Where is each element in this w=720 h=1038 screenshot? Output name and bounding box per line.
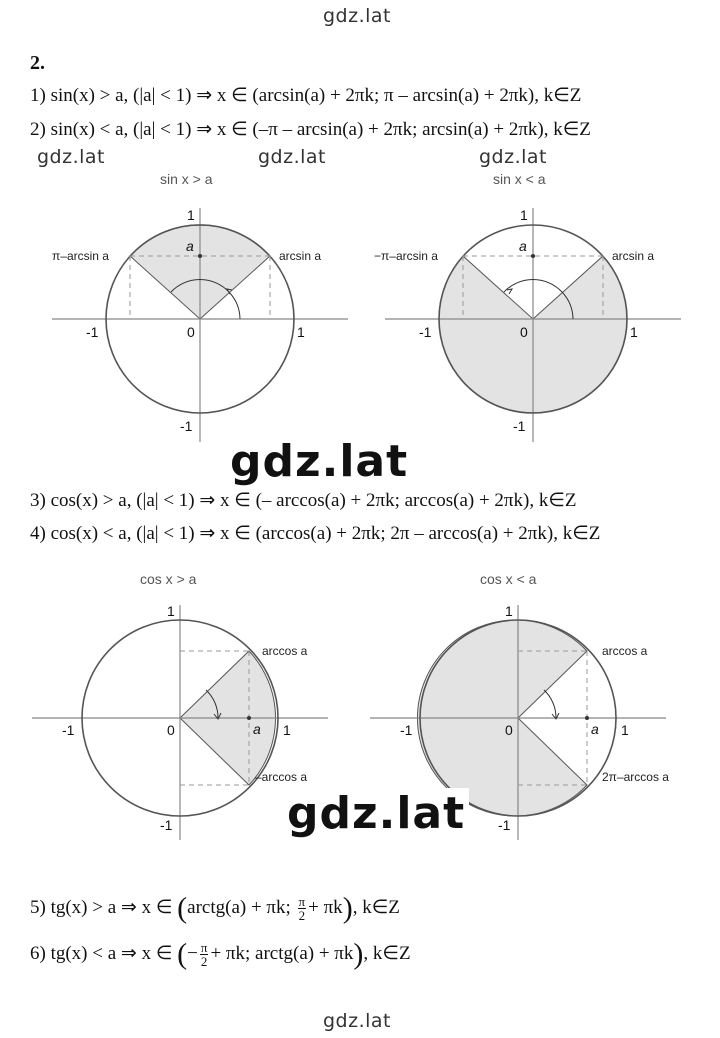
watermark-left: gdz.lat: [37, 146, 106, 168]
formula-4: 4) cos(x) < a, (|a| < 1) ⇒ x ∈ (arccos(a) + 2πk; 2π – arccos(a) + 2πk), k∈Z: [30, 523, 601, 544]
diagram-title: cos x < a: [480, 571, 537, 587]
fraction-numerator: π: [298, 894, 306, 909]
label-a: a: [253, 721, 261, 737]
formula-6-b: + πk; arctg(a) + πk: [210, 942, 354, 964]
task-number: 2.: [30, 52, 45, 74]
label-one-top: 1: [520, 207, 528, 223]
label-arcsin: arcsin a: [612, 249, 655, 263]
label-minus-one-left: -1: [400, 722, 413, 738]
label-one-right: 1: [621, 722, 629, 738]
watermark-big-1: gdz.lat: [230, 436, 409, 487]
point-a: [585, 716, 589, 720]
label-2pi-minus-arccos: 2π–arccos a: [602, 770, 669, 784]
label-arccos: arccos a: [602, 644, 648, 658]
formula-3: 3) cos(x) > a, (|a| < 1) ⇒ x ∈ (– arccos(a) + 2πk; arccos(a) + 2πk), k∈Z: [30, 490, 577, 511]
label-minus-one-left: -1: [86, 324, 99, 340]
label-zero: 0: [167, 722, 175, 738]
formula-2: 2) sin(x) < a, (|a| < 1) ⇒ x ∈ (–π – arcsin(a) + 2πk; arcsin(a) + 2πk), k∈Z: [30, 119, 591, 140]
angle-arc-inner: [229, 292, 240, 319]
label-one-right: 1: [630, 324, 638, 340]
diagram-title: sin x < a: [493, 171, 546, 187]
point-a: [247, 716, 251, 720]
label-minus-one-bottom: -1: [513, 418, 526, 434]
label-one-top: 1: [187, 207, 195, 223]
label-one-right: 1: [283, 722, 291, 738]
paren-open: (: [177, 891, 188, 925]
diagram-sin-gt: [52, 171, 348, 442]
label-arcsin: arcsin a: [279, 249, 322, 263]
label-minus-one-bottom: -1: [160, 817, 173, 833]
formula-6-start: 6) tg(x) < a ⇒ x ∈: [30, 942, 178, 964]
watermark-top: gdz.lat: [323, 5, 392, 27]
diagram-title: sin x > a: [160, 171, 213, 187]
arrow-head: [507, 289, 512, 294]
paren-close: ): [353, 937, 364, 971]
fraction-denominator: 2: [298, 908, 306, 923]
label-one-top: 1: [167, 603, 175, 619]
paren-open: (: [177, 937, 188, 971]
label-zero: 0: [505, 722, 513, 738]
label-zero: 0: [187, 324, 195, 340]
formula-5-start: 5) tg(x) > a ⇒ x ∈: [30, 896, 178, 918]
label-minus-pi-minus-arcsin: −π–arcsin a: [374, 249, 438, 263]
label-arccos: arccos a: [262, 644, 308, 658]
fraction-numerator: π: [200, 940, 208, 955]
diagram-sin-lt: [374, 171, 681, 442]
label-minus-one-bottom: -1: [498, 817, 511, 833]
label-pi-minus-arcsin: π–arcsin a: [52, 249, 109, 263]
label-minus-one-left: -1: [62, 722, 75, 738]
label-minus-one-bottom: -1: [180, 418, 193, 434]
label-one-right: 1: [297, 324, 305, 340]
formula-5-a: arctg(a) + πk;: [187, 896, 296, 918]
label-one-top: 1: [505, 603, 513, 619]
watermark-middle: gdz.lat: [258, 146, 327, 168]
label-a: a: [519, 238, 527, 254]
point-a: [531, 254, 535, 258]
point-a: [198, 254, 202, 258]
diagram-title: cos x > a: [140, 571, 197, 587]
label-a: a: [186, 238, 194, 254]
label-zero: 0: [520, 324, 528, 340]
angle-arc: [544, 690, 556, 718]
formula-5-b: + πk: [308, 896, 343, 918]
formula-6-a: −: [187, 942, 198, 964]
watermark-right: gdz.lat: [479, 146, 548, 168]
formula-6-end: , k∈Z: [363, 942, 411, 964]
watermark-big-2: gdz.lat: [283, 788, 469, 839]
label-minus-one-left: -1: [419, 324, 432, 340]
label-a: a: [591, 721, 599, 737]
watermark-bottom: gdz.lat: [323, 1010, 392, 1032]
label-minus-arccos: –arccos a: [255, 770, 308, 784]
formula-5-end: , k∈Z: [352, 896, 400, 918]
formula-1: 1) sin(x) > a, (|a| < 1) ⇒ x ∈ (arcsin(a) + 2πk; π – arcsin(a) + 2πk), k∈Z: [30, 85, 582, 106]
paren-close: ): [342, 891, 353, 925]
fraction-denominator: 2: [200, 954, 208, 969]
